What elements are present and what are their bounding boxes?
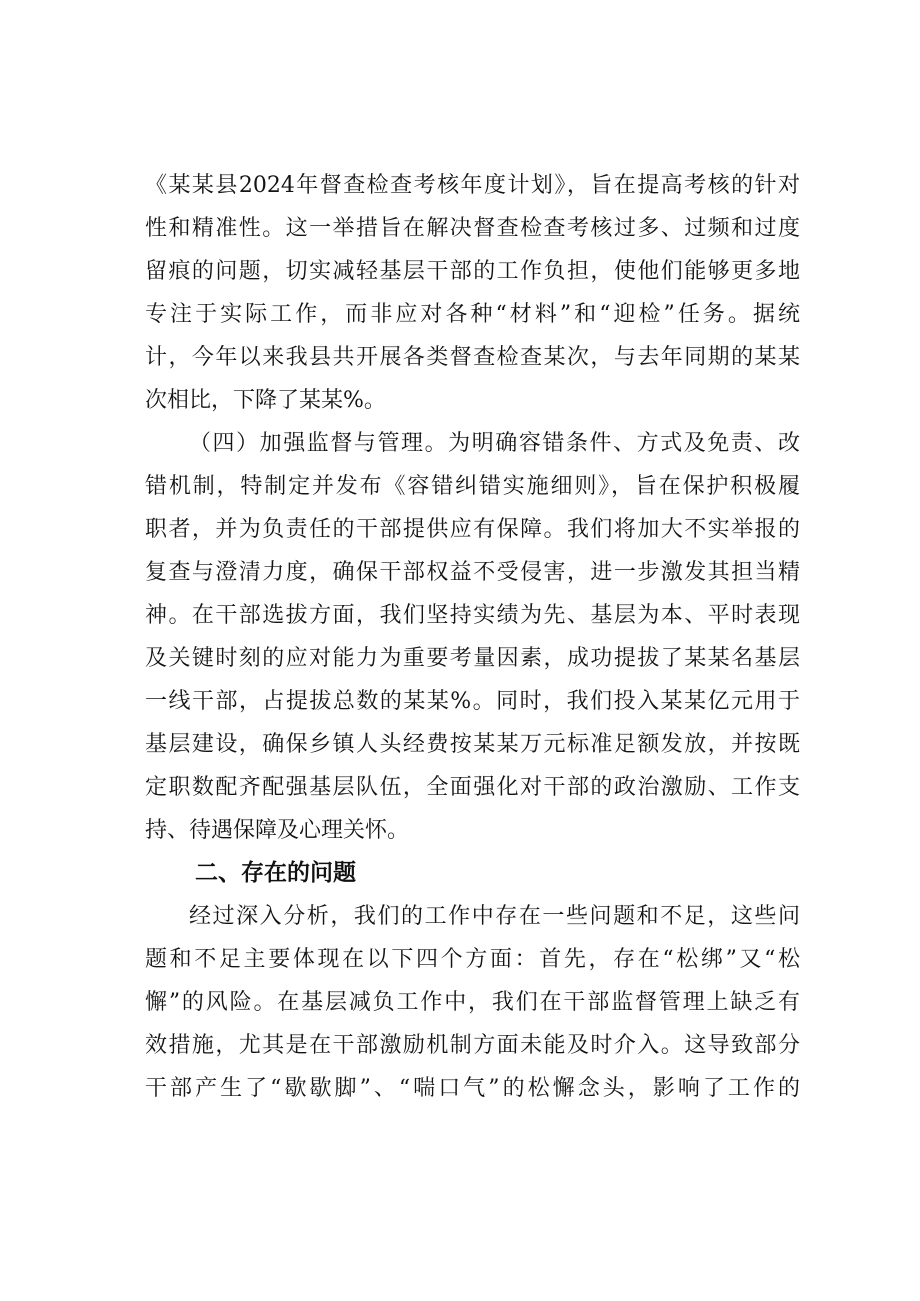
paragraph-line: 错机制，特制定并发布《容错纠错实施细则》，旨在保护积极履 xyxy=(145,474,800,499)
paragraph-problems xyxy=(145,895,800,1110)
paragraph-line: 干部产生了“歇歇脚”、“喘口气”的松懈念头，影响了工作的 xyxy=(145,1076,800,1101)
paragraph-supervision xyxy=(145,422,800,852)
paragraph-line: 懈”的风险。在基层减负工作中，我们在干部监督管理上缺乏有 xyxy=(145,990,800,1015)
paragraph-line: 定职数配齐配强基层队伍，全面强化对干部的政治激励、工作支 xyxy=(145,775,800,800)
section-heading: 二、存在的问题 xyxy=(195,860,356,886)
paragraph-continued xyxy=(145,164,800,422)
paragraph-line: 性和精准性。这一举措旨在解决督查检查考核过多、过频和过度 xyxy=(145,216,800,241)
paragraph-line: 计，今年以来我县共开展各类督查检查某次，与去年同期的某某 xyxy=(145,345,800,370)
paragraph-line: 职者，并为负责任的干部提供应有保障。我们将加大不实举报的 xyxy=(145,517,800,542)
paragraph-line: 留痕的问题，切实减轻基层干部的工作负担，使他们能够更多地 xyxy=(145,259,800,284)
paragraph-line: 专注于实际工作，而非应对各种“材料”和“迎检”任务。据统 xyxy=(145,302,800,327)
paragraph-line: 复查与澄清力度，确保干部权益不受侵害，进一步激发其担当精 xyxy=(145,560,800,585)
paragraph-line: 《某某县2024年督查检查考核年度计划》，旨在提高考核的针对 xyxy=(145,173,800,198)
paragraph-line: 题和不足主要体现在以下四个方面：首先，存在“松绑”又“松 xyxy=(145,947,800,972)
paragraph-line: 效措施，尤其是在干部激励机制方面未能及时介入。这导致部分 xyxy=(145,1033,800,1058)
paragraph-line: 次相比，下降了某某%。 xyxy=(145,388,386,413)
paragraph-line: 一线干部，占提拔总数的某某%。同时，我们投入某某亿元用于 xyxy=(145,689,800,714)
paragraph-line: 经过深入分析，我们的工作中存在一些问题和不足，这些问 xyxy=(189,904,800,929)
paragraph-line: （四）加强监督与管理。为明确容错条件、方式及免责、改 xyxy=(189,431,800,456)
document-body xyxy=(145,164,800,1110)
paragraph-line: 神。在干部选拔方面，我们坚持实绩为先、基层为本、平时表现 xyxy=(145,603,800,628)
paragraph-line: 及关键时刻的应对能力为重要考量因素，成功提拔了某某名基层 xyxy=(145,646,800,671)
paragraph-line: 持、待遇保障及心理关怀。 xyxy=(145,818,410,843)
paragraph-line: 基层建设，确保乡镇人头经费按某某万元标准足额发放，并按既 xyxy=(145,732,800,757)
